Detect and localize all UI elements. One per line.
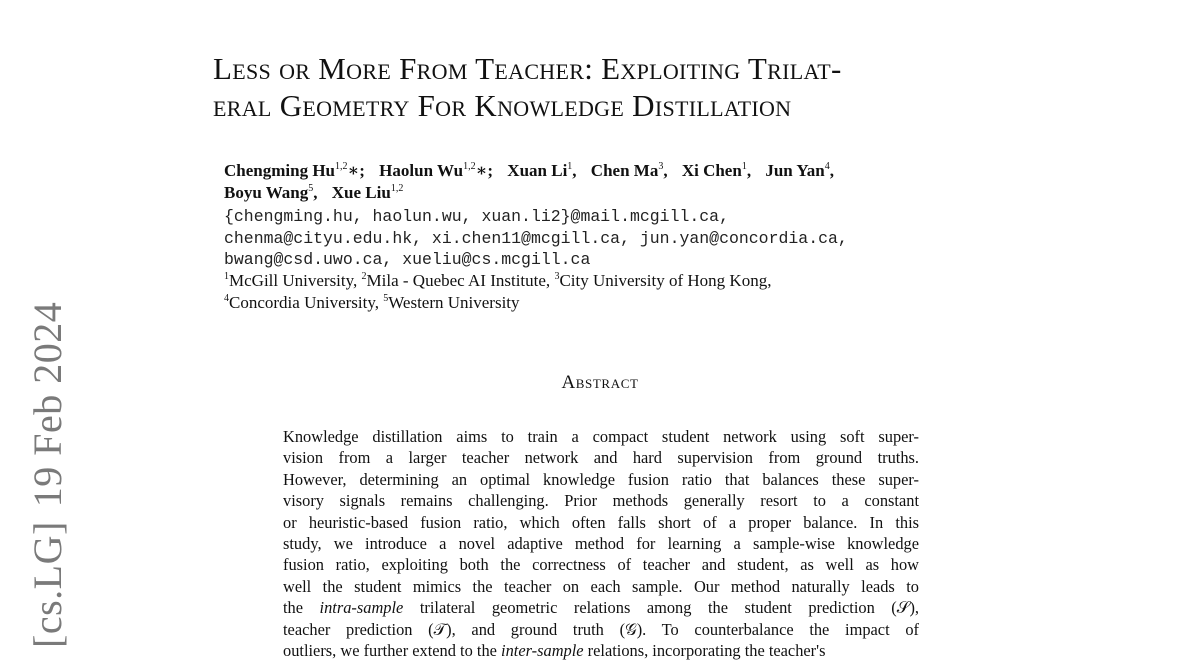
abstract-line: or heuristic-based fusion ratio, which often falls short of a proper balance. In this [283, 512, 919, 532]
author-line-2 [224, 182, 984, 204]
author: Jun Yan$^4$, [765, 161, 834, 180]
arxiv-date: 19 Feb 2024 [25, 301, 70, 508]
author: Xuan Li$^1$, [507, 161, 577, 180]
author-emails [224, 206, 1124, 271]
abstract-heading: Abstract [561, 372, 639, 393]
abstract-line: study, we introduce a novel adaptive method for learning a sample-wise knowledge [283, 534, 919, 554]
paper-title [213, 50, 1013, 124]
arxiv-side-stamp [25, 301, 70, 648]
author: Xue Liu$^{1,2}$ [331, 183, 404, 202]
author: Chen Ma$^3$, [590, 161, 668, 180]
abstract-line: fusion ratio, exploiting both the correctness of teacher and student, as well as how [283, 555, 919, 575]
author: Chengming Hu$^{1,2}$∗; [224, 161, 365, 180]
abstract-line: outliers, we further extend to the inter-sample relations, incorporating the teacher's [283, 641, 826, 661]
author-line-1 [224, 160, 984, 182]
abstract-line: well the student mimics the teacher on each sample. Our method naturally leads to [283, 576, 919, 596]
title-line-1: Less or More From Teacher: Exploiting Trilat- [213, 51, 842, 86]
author-list [224, 160, 984, 204]
author: Haolun Wu$^{1,2}$∗; [379, 161, 494, 180]
affiliation-line-2: $^4$Concordia University, $^5$Western University [224, 293, 520, 312]
abstract-line: However, determining an optimal knowledge fusion ratio that balances these super- [283, 469, 919, 489]
email-line: {chengming.hu, haolun.wu, xuan.li2}@mail.mcgill.ca, [224, 207, 729, 226]
abstract-line: Knowledge distillation aims to train a compact student network using soft super- [283, 427, 919, 446]
author: Boyu Wang$^5$, [224, 183, 318, 202]
affiliations [224, 270, 1124, 314]
email-line: chenma@cityu.edu.hk, xi.chen11@mcgill.ca, jun.yan@concordia.ca, [224, 228, 848, 248]
abstract-line: vision from a larger teacher network and hard supervision from ground truths. [283, 448, 919, 468]
author: Xi Chen$^1$, [681, 161, 752, 180]
arxiv-category: [cs.LG] [25, 521, 70, 648]
abstract-body [283, 426, 919, 661]
abstract-line: visory signals remains challenging. Prior methods generally resort to a constant [283, 491, 919, 511]
title-line-2: eral Geometry For Knowledge Distillation [213, 88, 792, 123]
email-line: bwang@csd.uwo.ca, xueliu@cs.mcgill.ca [224, 250, 591, 269]
abstract-line: the intra-sample trilateral geometric relations among the student prediction (𝒮), [283, 598, 919, 618]
affiliation-line-1: $^1$McGill University, $^2$Mila - Quebec AI Institute, $^3$City University of Hong Kong, [224, 271, 772, 290]
abstract-line: teacher prediction (𝒯), and ground truth (𝒢). To counterbalance the impact of [283, 619, 919, 639]
